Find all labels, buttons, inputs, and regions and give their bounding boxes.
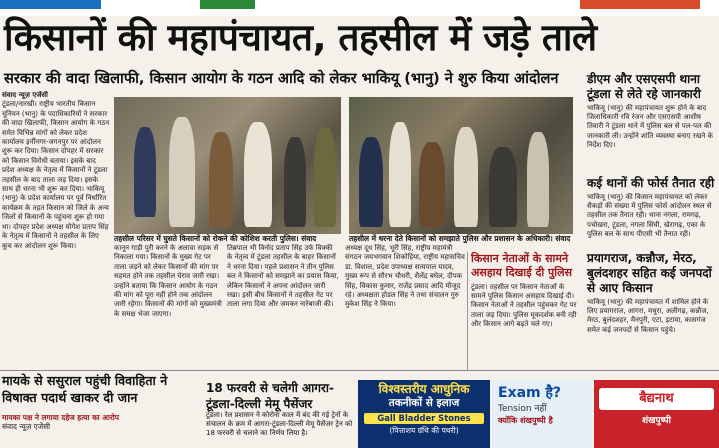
photo-caption-2: तहसील में धरना देते किसानों को समझाते पुलिस और प्रशासन के अधिकारी। संवाद [349, 234, 571, 243]
sidebar-police-helpless-heading: किसान नेताओं के सामने असहाय दिखाई दी पुलिस [471, 252, 573, 279]
section-divider [0, 370, 719, 371]
byline: संवाद न्यूज़ एजेंसी [2, 91, 48, 99]
train-story-headline: 18 फरवरी से चलेगी आगरा-टूंडला-दिल्ली मेमू पैसेंजर [206, 381, 335, 411]
article-column-3: अध्यक्ष दूध सिंह, भूरी सिंह, राष्ट्रीय महामंत्री संगठन जयभगवान शिकोहिया, राष्ट्रीय महासचिव डा. विशाल, प्रदेश उपाध्यक्ष सत्यपाल यादव, मुख्य रूप से सौरभ चौधरी, शैलेंद्र बघेल, दीपक सिंह, विकास कुमार, राजेंद्र प्रसाद आदि मौजूद रहे। अध्यक्षता होडल सिंह ने तथा संचालन गुरु मुकेश सिंह ने किया। [345, 244, 465, 309]
main-headline: किसानों की महापंचायत, तहसील में जड़े ताले [4, 16, 597, 59]
baidyanath-logo: बैद्यनाथ [599, 388, 714, 410]
side-heading-dm-ssp: डीएम और एसएसपी थाना टूंडला से लेते रहे जानकारी [587, 72, 701, 101]
bottom-story-subhead: मायका पक्ष ने लगाया दहेज हत्या का आरोप [2, 413, 119, 422]
photo-officials-talking-farmers [349, 97, 573, 234]
side-heading-police-force: कई थानों की फोर्स तैनात रही [587, 176, 715, 190]
advert-hospital-line2: तकनीकों से इलाज [388, 397, 460, 409]
photo-caption-1: तहसील परिसर में घुसते किसानों को रोकने की कोशिश करती पुलिस। संवाद [114, 234, 317, 243]
advert-hospital-line1: विश्वस्तरीय आधुनिक [378, 382, 470, 396]
sidebar-police-helpless [467, 252, 581, 370]
sidebar-police-helpless-text: टूंडला। तहसील पर किसान नेताओं के सामने पुलिस किसान असहाय दिखाई दी। किसान नेताओं ने तहसील पहुंचकर गेट पर ताला जड़ दिया। पुलिस मूकदर्शक बनी रही और किसान आगे बढ़ते चले गए। [471, 283, 577, 328]
advert-hospital-line3: Gall Bladder Stones [364, 413, 484, 424]
side-text-dm-ssp: भाकियू (भानु) की महापंचायत शुरू होने के बाद जिलाधिकारी रवि रंजन और एसएसपी आशीष तिवारी ने टूंडला थाने में पुलिस बल से पल-पल की जानकारी ली। उन्होंने शांति व्यवस्था बनाए रखने के निर्देश दिए। [587, 104, 713, 149]
advert-exam-line1: Exam है? [498, 385, 562, 401]
article-column-1 [2, 91, 110, 327]
article-text-1: टूंडला/नारखी। राष्ट्रीय भारतीय किसान यूनियन (भानु) के पदाधिकारियों ने सरकार की वादा खिलाफी, किसान आयोग के गठन समेत विभिन्न मांगों को लेकर प्रदेश कार्यालय इर्नौनगर-जगनपुर पर आंदोलन शुरू कर दिया। किसान दोपहर में सरकार को किसान विरोधी बताया। इसके बाद प्रदेश अध्यक्ष के नेतृत्व में किसानों ने टूंडला तहसील के बाद ताला जड़ दिया। इसके साथ ही धरना भी शुरू कर दिया। भाकियू (भानु) के प्रदेश कार्यालय पर पूर्व निर्धारित कार्यक्रम के तहत किसान को जिले के अन्य जिलों से किसानों के पहुंचना शुरू हो गया था। दोपहर प्रदेश अध्यक्ष योगेश प्रताप सिंह के नेतृत्व में किसानों ने तहसील के लिए कूच कर आंदोलन शुरू किया। [2, 100, 110, 250]
masthead-strip-right [580, 0, 700, 9]
side-text-police-force: भाकियू (भानु) की किसान महापंचायत को लेकर सैकड़ों की संख्या में पुलिस फोर्स आंदोलन स्थल से तहसील तक तैनात रही। थाना नगला, रामगढ़, पचोखरा, टूंडला, नगला सिंघी, खेरागढ़, एका के पुलिस बल के साथ पीएसी भी तैनात रही। [587, 193, 712, 238]
advert-baidyanath [594, 380, 719, 448]
photo-police-stopping-farmers [114, 97, 341, 234]
side-heading-districts: प्रयागराज, कन्नौज, मेरठ, बुलंदशहर सहित कई जनपदों से आए किसान [587, 251, 712, 295]
top-strip [0, 0, 719, 16]
masthead-strip-mid [200, 0, 255, 9]
sub-headline: सरकार की वादा खिलाफी, किसान आयोग के गठन आदि को लेकर भाकियू (भानु) ने शुरु किया आंदोलन [4, 70, 559, 87]
advert-baidyanath-product: शंखपुष्पी [642, 416, 671, 426]
bottom-story-byline: संवाद न्यूज़ एजेंसी [2, 422, 51, 431]
side-text-districts: भाकियू (भानु) की महापंचायत में शामिल होने के लिए प्रयागराज, आगरा, मथुरा, अलीगढ़, कन्नौज, मेरठ, बुलंदशहर, मैनपुरी, एटा, इटावा, कासगंज समेत कई जनपदों से किसान पहुंचे। [587, 298, 709, 334]
train-story-text: टूंडला। रेल प्रशासन ने कोरोना काल में बंद की गई ट्रेनों के संचालन के क्रम में आगरा-टूंडला-दिल्ली मेमू पैसेंजर ट्रेन को 18 फरवरी से चलाने का निर्णय लिया है। [206, 411, 353, 437]
advert-exam-line2: Tension नहीं [498, 404, 547, 414]
advert-exam [492, 380, 592, 448]
masthead-strip-left [0, 0, 101, 9]
bottom-story-headline: मायके से ससुराल पहुंची विवाहिता ने विषाक्त पदार्थ खाकर दी जान [2, 373, 168, 405]
side-column [587, 72, 717, 344]
article-column-2b: तिब्रपाल भी विनोद प्रताप सिंह उर्फ विक्की के नेतृत्व में टूंडला तहसील के बाहर किसानों ने धरना दिया। पहले प्रशासन ने तीन पुलिस बल ने किसानों को समझाने का प्रयास किया, लेकिन किसानों ने अपना आंदोलन जारी रखा। इसी बीच किसानों ने तहसील गेट पर ताला लगा दिया और जमकर नारेबाजी की। [227, 244, 339, 309]
bottom-story-body [2, 413, 202, 431]
article-column-2a: कानून गाड़ी पुरी करने के अलावा सड़क से निकाला गया। किसानों के मुख्य गेट पर ताला जड़ने को लेकर किसानों की मांग पर सहमत होने तक तहसील घेराव जारी रखा। उन्होंने बताया कि किसान आयोग के गठन की मांग को पूरा नहीं होने तक आंदोलन जारी रहेगा। किसानों की मांगों को मुख्यमंत्री के समक्ष भेजा जाएगा। [114, 244, 222, 318]
advert-exam-line3: क्योंकि शंखपुष्पी है [498, 416, 553, 425]
advert-hospital [358, 380, 490, 448]
advert-hospital-line4: (पित्ताशय ग्रंथि की पथरी) [389, 426, 459, 435]
